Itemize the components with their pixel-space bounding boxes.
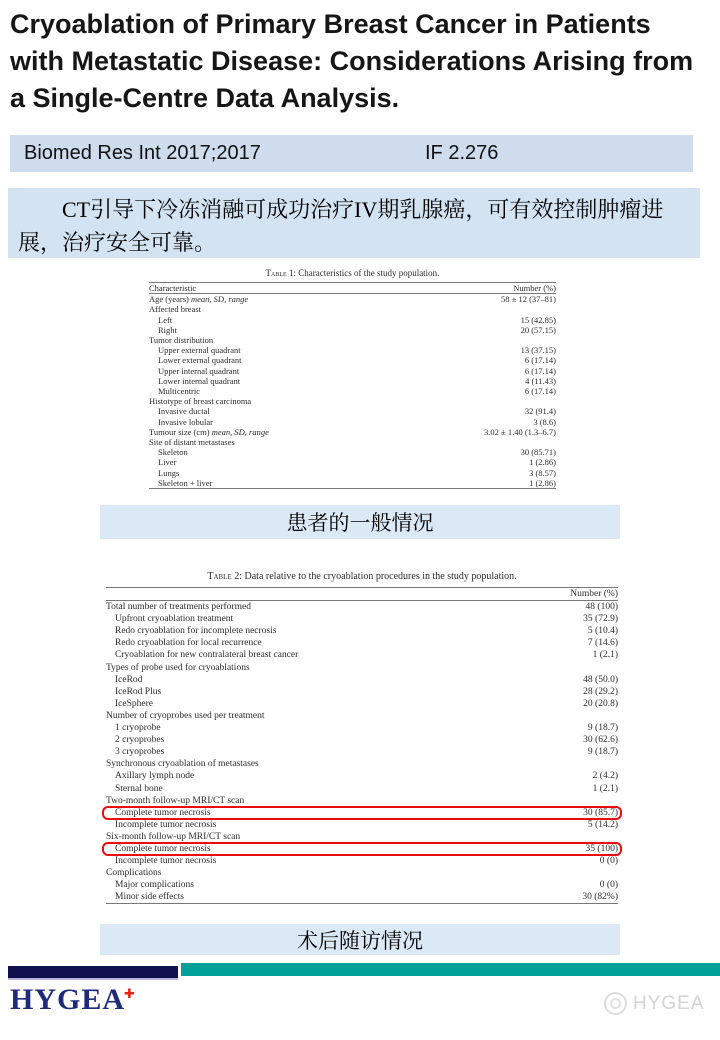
row-value: 48 (100)	[585, 602, 618, 613]
journal-bar	[10, 135, 693, 172]
row-value: 9 (18.7)	[587, 747, 618, 758]
row-value: 58 ± 12 (37–81)	[501, 294, 556, 305]
row-label: Affected breast	[149, 304, 201, 315]
row-label: Number of cryoprobes used per treatment	[106, 710, 265, 721]
row-value: 1 (2.1)	[592, 783, 618, 794]
table-row	[149, 396, 556, 406]
row-label: Cryoablation for new contralateral breast cancer	[115, 650, 299, 661]
row-label: Synchronous cryoablation of metastases	[106, 759, 259, 770]
row-label: Sternal bone	[115, 783, 163, 794]
row-label: Upper external quadrant	[158, 345, 241, 356]
row-label: Skeleton + liver	[158, 477, 213, 488]
row-label: Lungs	[158, 467, 180, 478]
table-row	[106, 770, 618, 782]
row-label: Types of probe used for cryoablations	[106, 662, 250, 673]
table-row	[149, 294, 556, 304]
row-label: Lower external quadrant	[158, 355, 242, 366]
table-row	[149, 315, 556, 325]
table1-rows	[149, 294, 556, 488]
table-row	[106, 867, 618, 879]
hygea-logo-text: HYGEA	[10, 983, 126, 1016]
table-row	[106, 662, 618, 674]
table-row	[149, 417, 556, 427]
table-row	[106, 601, 618, 613]
table2-rows	[106, 601, 618, 903]
table-row	[106, 686, 618, 698]
table-row	[106, 698, 618, 710]
row-label: Redo cryoablation for local recurrence	[115, 638, 262, 649]
banner-text: 术后随访情况	[297, 928, 423, 953]
table-row	[106, 674, 618, 686]
table1-body	[149, 282, 556, 489]
table-row	[149, 376, 556, 386]
row-value: 30 (82%)	[582, 892, 618, 903]
column-header: Number (%)	[513, 283, 556, 293]
row-value: 15 (42.85)	[520, 314, 556, 325]
table-row	[149, 468, 556, 478]
table-row	[106, 843, 618, 855]
row-label: Tumour size (cm) mean, SD, range	[149, 426, 269, 437]
row-value: 35 (72.9)	[583, 614, 618, 625]
row-label: Multicentric	[158, 386, 201, 397]
row-label: Complications	[106, 868, 162, 879]
table-row	[106, 831, 618, 843]
table-row	[106, 807, 618, 819]
row-value: 9 (18.7)	[587, 723, 618, 734]
table-row	[106, 819, 618, 831]
row-label: Liver	[158, 457, 177, 468]
row-value: 7 (14.6)	[587, 638, 618, 649]
row-label: Upfront cryoablation treatment	[115, 614, 234, 625]
footer-teal-bar	[181, 963, 720, 976]
table-row	[106, 783, 618, 795]
row-label: Tumor distribution	[149, 335, 214, 346]
row-label: Right	[158, 324, 177, 335]
row-value: 3 (8.57)	[529, 467, 556, 478]
row-value: 3 (8.6)	[533, 416, 556, 427]
banner-text: 患者的一般情况	[286, 511, 434, 535]
row-label: Skeleton	[158, 447, 188, 458]
row-label: Invasive lobular	[158, 416, 213, 427]
table-row	[149, 457, 556, 467]
table-row	[106, 879, 618, 891]
row-value: 1 (2.86)	[529, 457, 556, 468]
row-value: 5 (14.2)	[587, 819, 618, 830]
table-row	[149, 366, 556, 376]
row-value: 5 (10.4)	[587, 626, 618, 637]
row-value: 1 (2.1)	[592, 650, 618, 661]
table-header-row	[106, 588, 618, 601]
row-label: Incomplete tumor necrosis	[115, 819, 217, 830]
row-label: Six-month follow-up MRI/CT scan	[106, 831, 241, 842]
row-value: 6 (17.14)	[524, 365, 556, 376]
row-label: 3 cryoprobes	[115, 747, 165, 758]
table-row	[106, 637, 618, 649]
row-label: 1 cryoprobe	[115, 723, 161, 734]
table-row	[149, 304, 556, 314]
table2-caption	[106, 571, 618, 582]
row-label: IceSphere	[115, 698, 153, 709]
table-header-row	[149, 283, 556, 294]
summary-box	[8, 188, 700, 258]
table-row	[106, 758, 618, 770]
row-value: 0 (0)	[599, 856, 618, 867]
watermark	[604, 992, 705, 1015]
table-row	[106, 649, 618, 661]
row-value: 0 (0)	[599, 880, 618, 891]
table2-caption-text: Data relative to the cryoablation procedures in the study population.	[244, 571, 517, 582]
row-label: 2 cryoprobes	[115, 735, 165, 746]
row-label: IceRod	[115, 674, 143, 685]
table-row	[149, 386, 556, 396]
row-value: 6 (17.14)	[524, 386, 556, 397]
banner-followup	[100, 924, 620, 955]
table-row	[106, 625, 618, 637]
row-value: 30 (85.71)	[520, 447, 556, 458]
banner-patient-general	[100, 505, 620, 539]
row-value: 32 (91.4)	[524, 406, 556, 417]
table-row	[149, 427, 556, 437]
table-row	[106, 613, 618, 625]
table-row	[106, 746, 618, 758]
table-row	[106, 710, 618, 722]
row-label: Incomplete tumor necrosis	[115, 856, 217, 867]
row-label: Lower internal quadrant	[158, 375, 241, 386]
table-row	[149, 345, 556, 355]
table-row	[149, 406, 556, 416]
row-label: Complete tumor necrosis	[115, 807, 211, 818]
row-value: 1 (2.86)	[529, 477, 556, 488]
hygea-circle-icon	[604, 992, 627, 1015]
row-label: Left	[158, 314, 173, 325]
row-label: Invasive ductal	[158, 406, 210, 417]
row-value: 6 (17.14)	[524, 355, 556, 366]
row-label: Upper internal quadrant	[158, 365, 240, 376]
row-label: Age (years) mean, SD, range	[149, 294, 249, 305]
page-title: Cryoablation of Primary Breast Cancer in Patients with Metastatic Disease: Considerations Arising from a Single-Centre Data Analysis.	[10, 9, 694, 113]
table-row	[149, 325, 556, 335]
medical-cross-icon: ✚	[124, 987, 136, 1002]
row-label: Histotype of breast carcinoma	[149, 396, 252, 407]
footer-navy-bar	[8, 966, 178, 980]
column-header: Number (%)	[570, 589, 618, 599]
table1	[149, 268, 556, 489]
table2-body	[106, 587, 618, 904]
row-value: 13 (37.15)	[520, 345, 556, 356]
table-row	[106, 855, 618, 867]
watermark-text: HYGEA	[633, 992, 705, 1014]
row-label: Site of distant metastases	[149, 437, 235, 448]
table1-caption	[149, 268, 556, 278]
row-value: 30 (85.7)	[583, 807, 618, 818]
row-value: 28 (29.2)	[583, 686, 618, 697]
row-label: Complete tumor necrosis	[115, 843, 211, 854]
row-label: Two-month follow-up MRI/CT scan	[106, 795, 245, 806]
row-label: Major complications	[115, 880, 194, 891]
table-row	[149, 355, 556, 365]
row-value: 20 (20.8)	[583, 698, 618, 709]
row-label: Minor side effects	[115, 892, 184, 903]
row-label: Redo cryoablation for incomplete necrosis	[115, 626, 277, 637]
table1-caption-label: Table 1:	[265, 268, 296, 278]
column-header: Characteristic	[149, 283, 197, 293]
row-value: 48 (50.0)	[583, 674, 618, 685]
row-value: 20 (57.15)	[520, 324, 556, 335]
table-row	[106, 891, 618, 903]
hygea-logo	[10, 983, 136, 1017]
impact-factor: IF 2.276	[425, 142, 499, 164]
row-value: 35 (100)	[585, 843, 618, 854]
row-label: Total number of treatments performed	[106, 602, 251, 613]
table-row	[149, 447, 556, 457]
table-row	[106, 734, 618, 746]
row-value: 4 (11.43)	[525, 375, 556, 386]
table-row	[149, 335, 556, 345]
row-label: Axillary lymph node	[115, 771, 195, 782]
table2-caption-label: Table 2:	[207, 571, 243, 582]
summary-text: CT引导下冷冻消融可成功治疗IV期乳腺癌，可有效控制肿瘤进展，治疗安全可靠。	[18, 197, 664, 255]
table1-caption-text: Characteristics of the study population.	[298, 268, 440, 278]
table-row	[149, 437, 556, 447]
row-label: IceRod Plus	[115, 686, 162, 697]
table-row	[106, 795, 618, 807]
journal-citation: Biomed Res Int 2017;2017	[24, 142, 261, 164]
table-row	[106, 722, 618, 734]
row-value: 2 (4.2)	[592, 771, 618, 782]
row-value: 30 (62.6)	[583, 735, 618, 746]
table2	[106, 571, 618, 904]
row-value: 3.02 ± 1.40 (1.3–6.7)	[484, 426, 556, 437]
table-row	[149, 478, 556, 488]
